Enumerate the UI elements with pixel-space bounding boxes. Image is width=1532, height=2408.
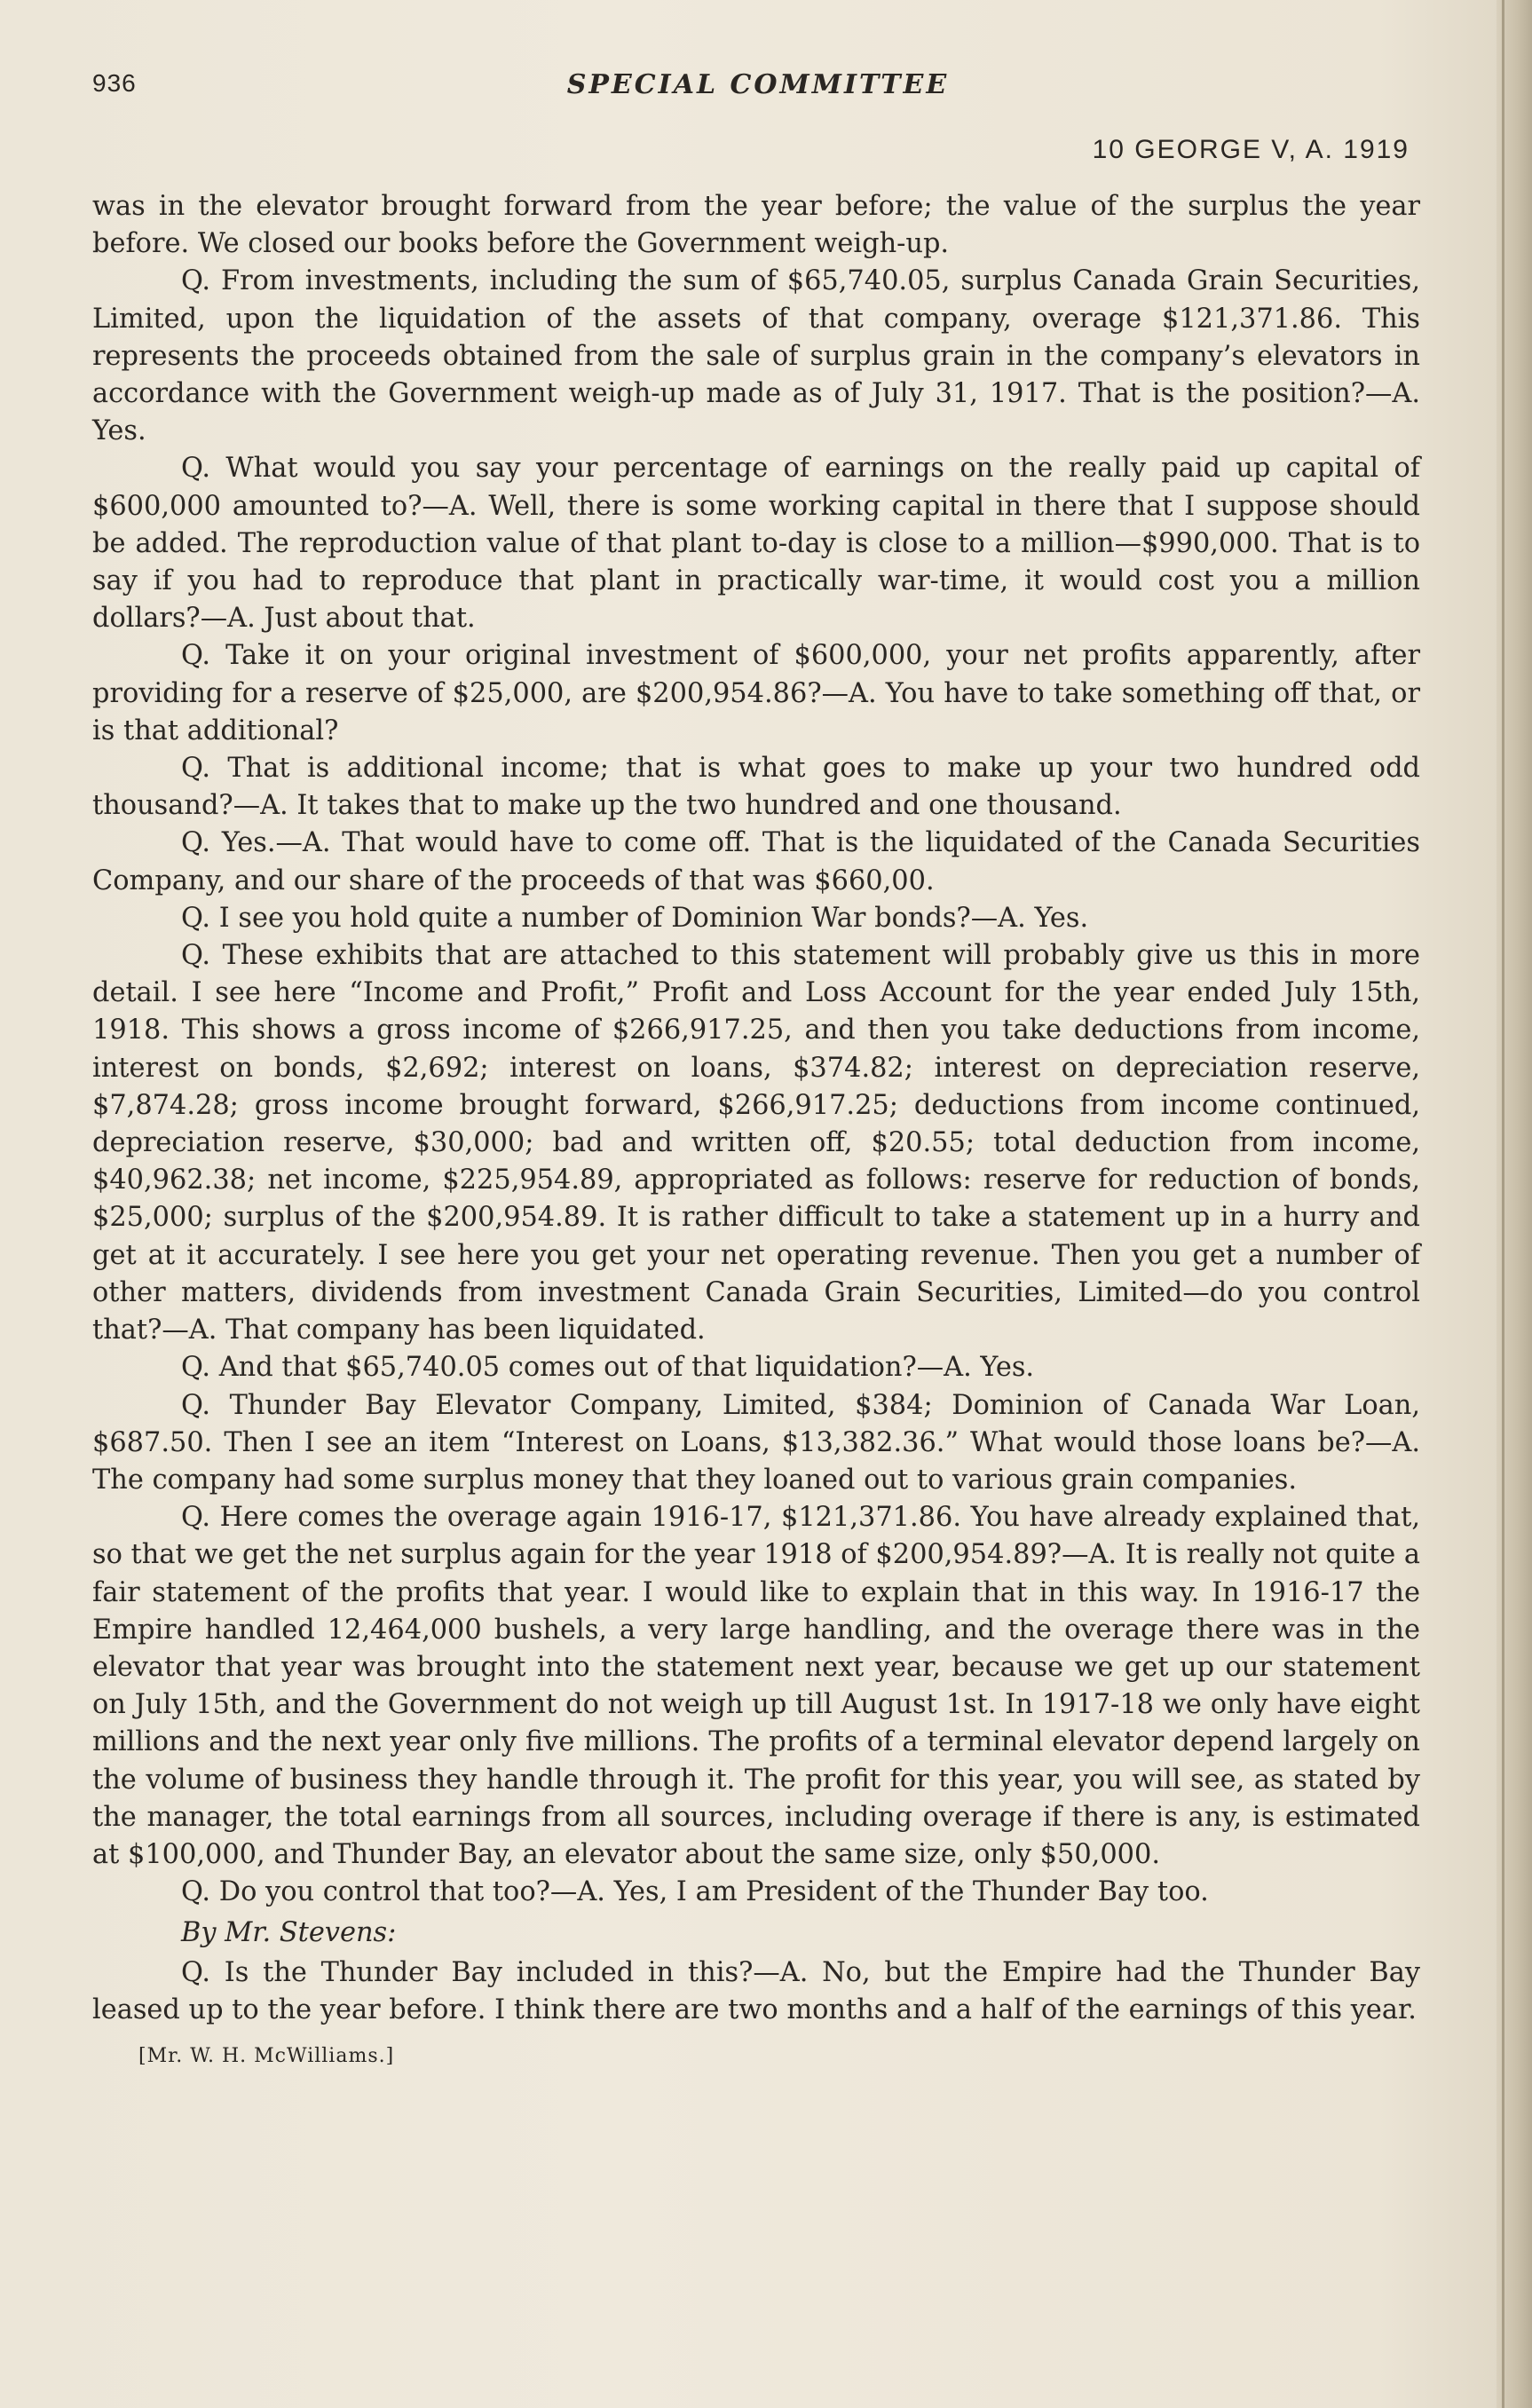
page-header — [92, 69, 1424, 105]
paragraph: Q. And that $65,740.05 comes out of that liquidation?—A. Yes. — [181, 1352, 1035, 1384]
paragraph: Q. From investments, including the sum of $65,740.05, surplus Canada Grain Securities, Limited, upon the liquidation of the assets of that company, overage $121,371.86. This represents the proceeds obtained from the sale of surplus grain in the company’s elevators in accordance with the Government weigh-up made as of July 31, 1917. That is the position?—A. Yes. — [92, 265, 1420, 447]
running-head: SPECIAL COMMITTEE — [566, 69, 950, 100]
page-binding-edge — [1496, 0, 1532, 2408]
paragraph: Q. Take it on your original investment of $600,000, your net profits apparently, after providing for a reserve of $25,000, are $200,954.86?—A. You have to take something off that, or is that additional? — [92, 640, 1420, 746]
paragraph: Q. That is additional income; that is what goes to make up your two hundred odd thousand?—A. It takes that to make up the two hundred and one thousand. — [92, 753, 1420, 822]
paragraph: Q. These exhibits that are attached to this statement will probably give us this in more detail. I see here “Income and Profit,” Profit and Loss Account for the year ended July 15th, 1918. This shows a gross income of $266,917.25, and then you take deductions from income, interest on bonds, $2,692; interest on loans, $374.82; interest on depreciation reserve, $7,874.28; gross income brought forward, $266,917.25; deductions from income continued, depreciation reserve, $30,000; bad and written off, $20.55; total deduction from income, $40,962.38; net income, $225,954.89, appropriated as follows: reserve for reduction of bonds, $25,000; surplus of the $200,954.89. It is rather difficult to take a statement up in a hurry and get at it accurately. I see here you get your net operating revenue. Then you get a number of other matters, dividends from investment Canada Grain Securities, Limited—do you control that?—A. That company has been liquidated. — [92, 940, 1420, 1346]
session-line: 10 GEORGE V, A. 1919 — [1092, 135, 1410, 164]
paragraph: Q. Thunder Bay Elevator Company, Limited, $384; Dominion of Canada War Loan, $687.50. Then I see an item “Interest on Loans, $13,382.36.” What would those loans be?—A. The company had some surplus money that they loaned out to various grain companies. — [92, 1389, 1420, 1496]
paragraph: Q. What would you say your percentage of earnings on the really paid up capital of $600,000 amounted to?—A. Well, there is some working capital in there that I suppose should be added. The reproduction value of that plant to-day is close to a million—$990,000. That is to say if you had to reproduce that plant in practically war-time, it would cost you a million dollars?—A. Just about that. — [92, 453, 1420, 635]
paragraph-final: Q. Is the Thunder Bay included in this?—A. No, but the Empire had the Thunder Bay leased up to the year before. I think there are two months and a half of the earnings of this year. — [92, 1956, 1420, 2025]
paragraph: Q. Yes.—A. That would have to come off. That is the liquidated of the Canada Securities Company, and our share of the proceeds of that was $660,00. — [92, 827, 1420, 896]
paragraph: Q. Here comes the overage again 1916-17, $121,371.86. You have already explained that, so that we get the net surplus again for the year 1918 of $200,954.89?—A. It is really not quite a fair statement of the profits that year. I would like to explain that in this way. In 1916-17 the Empire handled 12,464,000 bushels, a very large handling, and the overage there was in the elevator that year was brought into the statement next year, because we get up our statement on July 15th, and the Government do not weigh up till August 1st. In 1917-18 we only have eight millions and the next year only five millions. The profits of a terminal elevator depend largely on the volume of business they handle through it. The profit for this year, you will see, as stated by the manager, the total earnings from all sources, including overage if there is any, is estimated at $100,000, and Thunder Bay, an elevator about the same size, only $50,000. — [92, 1502, 1420, 1870]
page-number: 936 — [92, 69, 137, 97]
body-text — [92, 188, 1420, 2075]
paragraph: Q. I see you hold quite a number of Dominion War bonds?—A. Yes. — [181, 902, 1089, 934]
speaker-heading: By Mr. Stevens: — [181, 1917, 397, 1949]
paragraph: Q. Do you control that too?—A. Yes, I am President of the Thunder Bay too. — [181, 1876, 1209, 1908]
footer-witness-note: [Mr. W. H. McWilliams.] — [138, 2044, 395, 2067]
paragraph-continuation: was in the elevator brought forward from the year before; the value of the surplus the year before. We closed our books before the Government weigh-up. — [92, 191, 1420, 260]
